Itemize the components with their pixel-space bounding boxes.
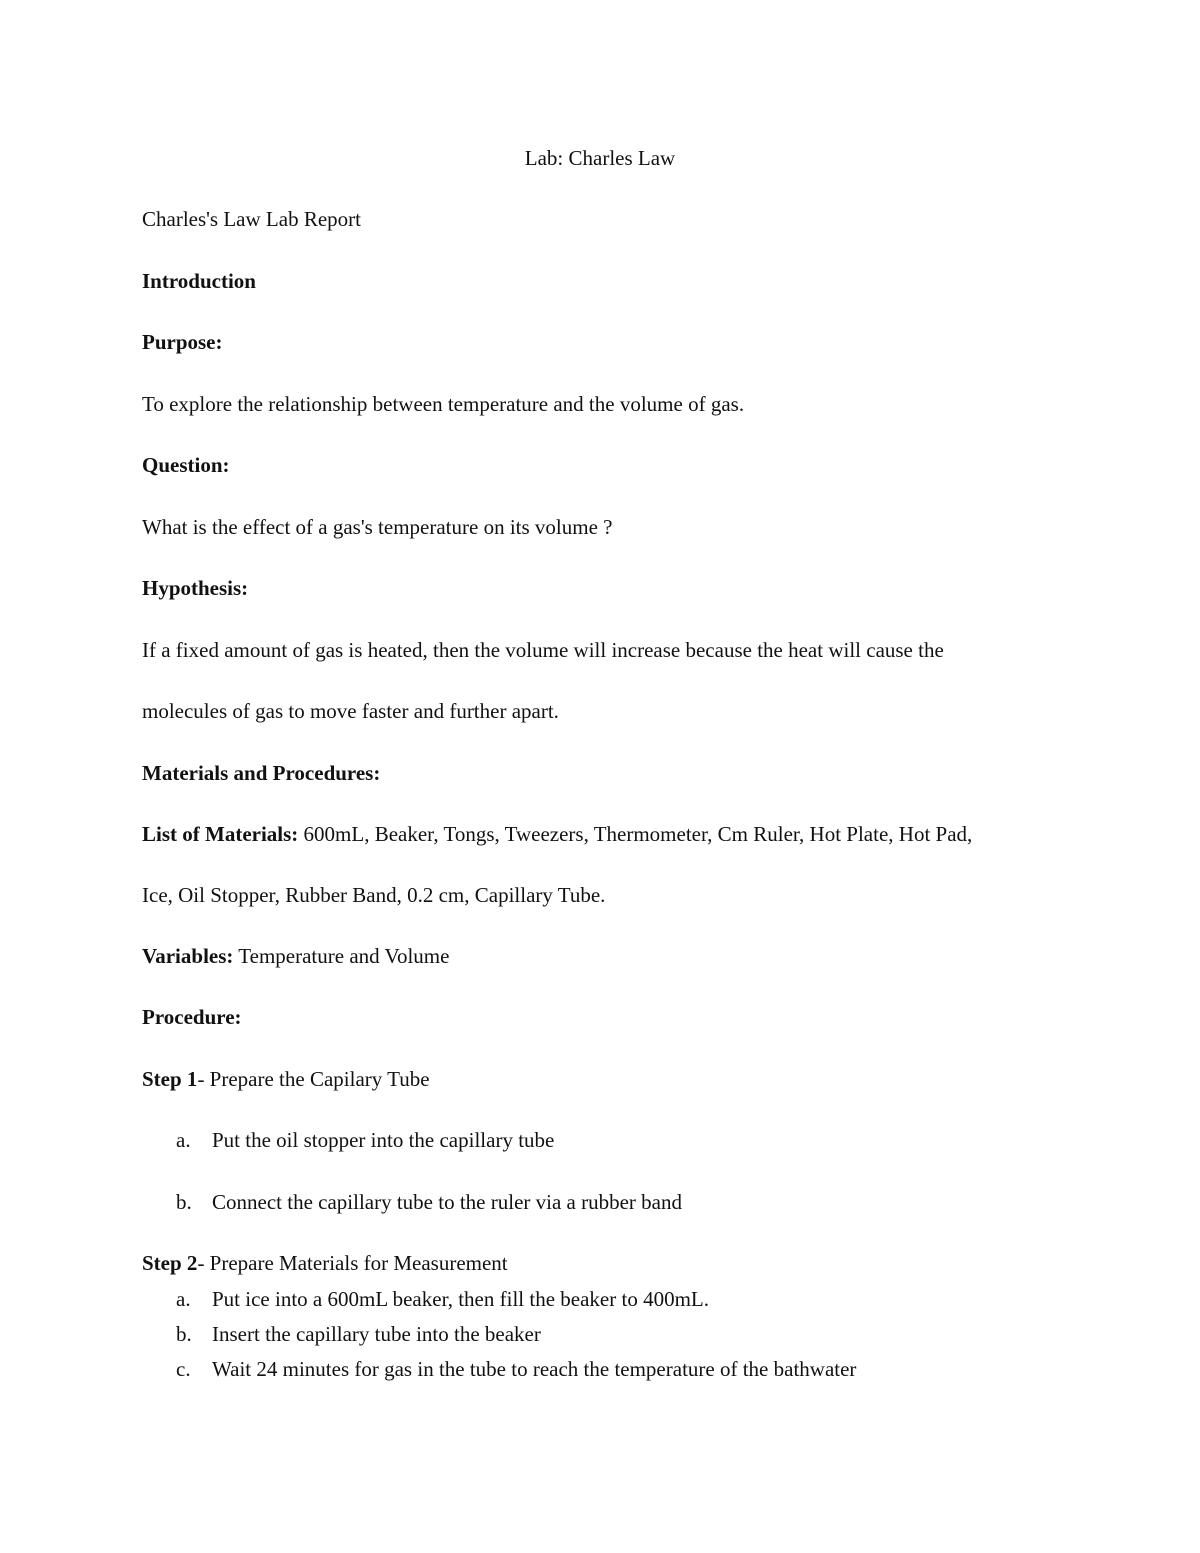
list-marker: b. [176, 1322, 192, 1346]
purpose-heading: Purpose: [142, 330, 223, 354]
hypothesis-heading: Hypothesis: [142, 576, 249, 600]
materials-label: List of Materials: [142, 822, 299, 846]
materials-text-line1: 600mL, Beaker, Tongs, Tweezers, Thermometer, Cm Ruler, Hot Plate, Hot Pad, [298, 822, 973, 846]
list-item-text: Insert the capillary tube into the beaker [212, 1322, 541, 1346]
step1-line [142, 1069, 430, 1090]
variables-line [142, 946, 449, 967]
hypothesis-text-line1: If a fixed amount of gas is heated, then the volume will increase because the heat will cause the [142, 638, 944, 662]
list-item [176, 1128, 555, 1152]
list-marker: c. [176, 1357, 191, 1381]
list-item-text: Put the oil stopper into the capillary tube [212, 1128, 555, 1152]
report-subtitle: Charles's Law Lab Report [142, 207, 361, 231]
question-text: What is the effect of a gas's temperature on its volume ? [142, 515, 613, 539]
list-item [176, 1357, 857, 1381]
step2-label: Step 2 [142, 1251, 198, 1275]
list-marker: a. [176, 1128, 191, 1152]
step1-label: Step 1 [142, 1067, 198, 1091]
list-marker: b. [176, 1190, 192, 1214]
list-item-text: Connect the capillary tube to the ruler via a rubber band [212, 1190, 682, 1214]
variables-text: Temperature and Volume [233, 944, 450, 968]
list-marker: a. [176, 1287, 191, 1311]
materials-procedures-heading: Materials and Procedures: [142, 761, 381, 785]
step2-line [142, 1253, 508, 1274]
variables-label: Variables: [142, 944, 234, 968]
list-item [176, 1190, 682, 1214]
materials-text-line2: Ice, Oil Stopper, Rubber Band, 0.2 cm, Capillary Tube. [142, 883, 606, 907]
purpose-text: To explore the relationship between temperature and the volume of gas. [142, 392, 745, 416]
document-title: Lab: Charles Law [524, 146, 676, 170]
list-item-text: Wait 24 minutes for gas in the tube to reach the temperature of the bathwater [212, 1357, 857, 1381]
step2-text: - Prepare Materials for Measurement [197, 1251, 508, 1275]
list-item [176, 1322, 541, 1346]
list-item-text: Put ice into a 600mL beaker, then fill the beaker to 400mL. [212, 1287, 709, 1311]
hypothesis-text-line2: molecules of gas to move faster and further apart. [142, 699, 559, 723]
list-item [176, 1287, 709, 1311]
step1-text: - Prepare the Capilary Tube [197, 1067, 430, 1091]
question-heading: Question: [142, 453, 230, 477]
procedure-heading: Procedure: [142, 1005, 242, 1029]
materials-line1 [142, 824, 972, 845]
introduction-heading: Introduction [142, 269, 256, 293]
